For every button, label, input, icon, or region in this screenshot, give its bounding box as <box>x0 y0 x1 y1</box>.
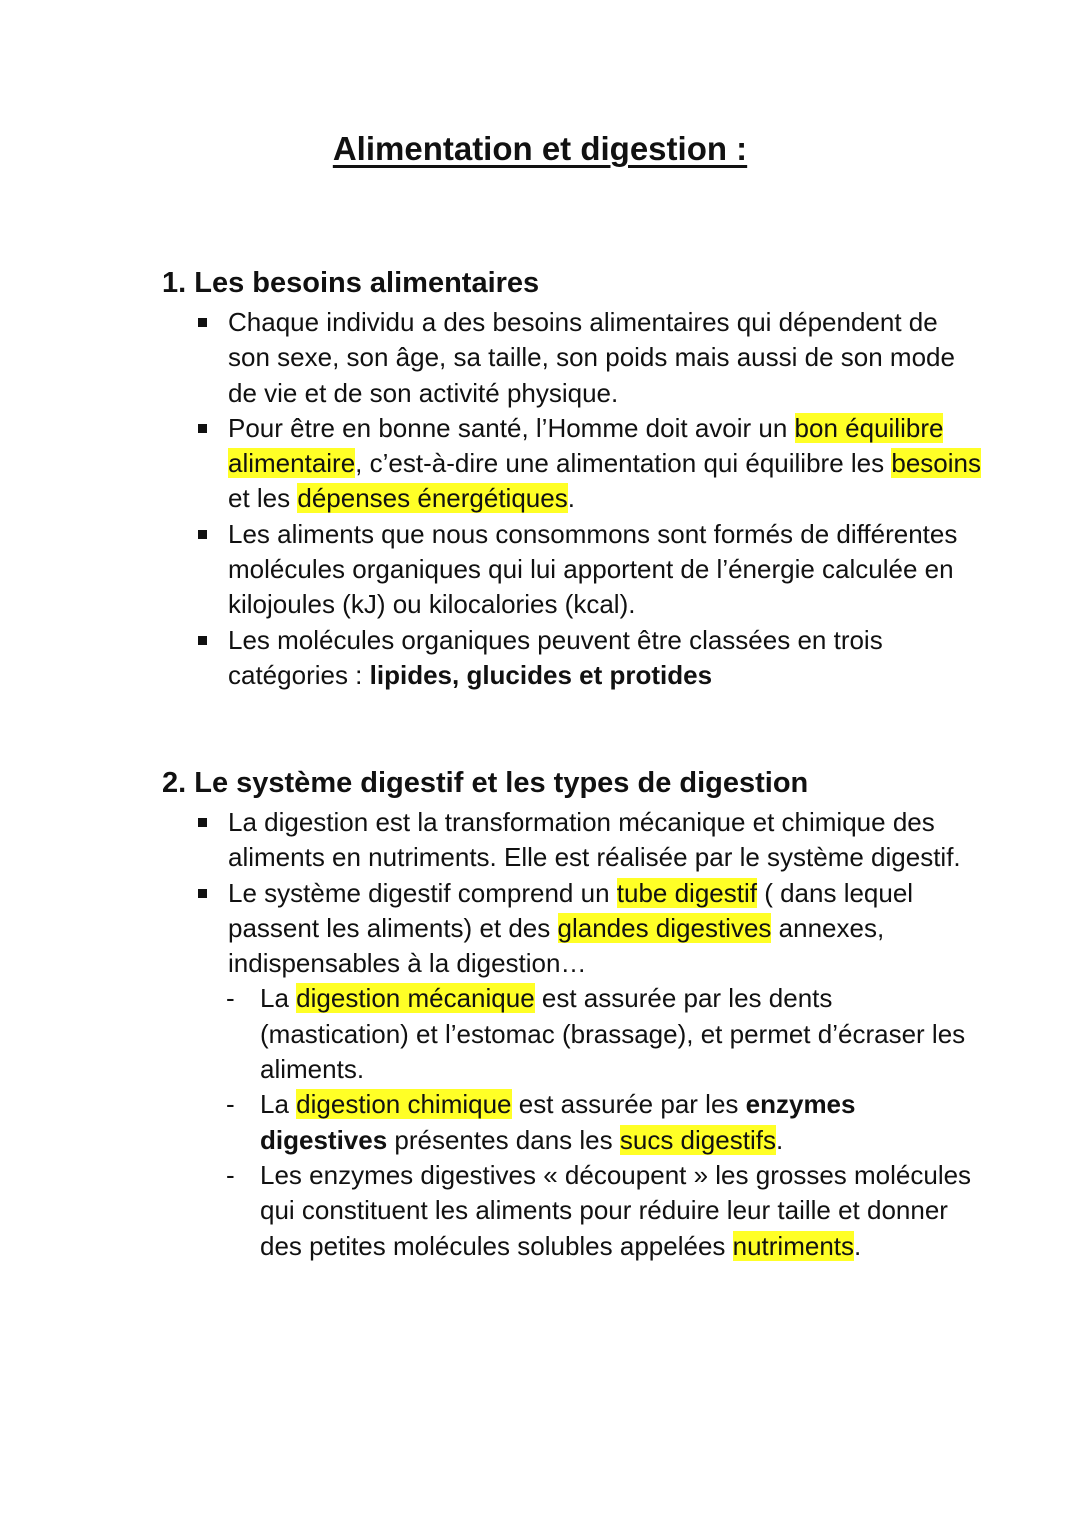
highlight: tube digestif <box>616 877 757 908</box>
list-item: - Les enzymes digestives « découpent » les grosses molécules qui constituent les aliments pour réduire leur taille et donner des petites molécules solubles appelées nutriments. <box>162 1158 982 1264</box>
highlight: nutriments <box>732 1230 855 1261</box>
list-item: Les aliments que nous consommons sont formés de différentes molécules organiques qui lui apportent de l’énergie calculée en kilojoules (kJ) ou kilocalories (kcal). <box>162 517 982 623</box>
section-besoins-alimentaires <box>162 265 982 693</box>
page-title: Alimentation et digestion : <box>332 130 748 167</box>
list-item: Les molécules organiques peuvent être classées en trois catégories : lipides, glucides et protides <box>162 623 982 694</box>
list-item: Le système digestif comprend un tube digestif ( dans lequel passent les aliments) et des glandes digestives annexes, indispensables à la digestion… <box>162 876 982 982</box>
bullet-list <box>162 805 982 981</box>
section-systeme-digestif <box>162 765 982 1264</box>
highlight: dépenses énergétiques <box>297 483 568 514</box>
highlight: besoins <box>891 448 981 479</box>
highlight: digestion mécanique <box>296 983 535 1014</box>
list-item: - La digestion chimique est assurée par les enzymes digestives présentes dans les sucs digestifs. <box>162 1087 982 1158</box>
bold-term: lipides, glucides et protides <box>369 659 713 690</box>
highlight: glandes digestives <box>557 912 772 943</box>
highlight: digestion chimique <box>296 1089 512 1120</box>
list-item: Chaque individu a des besoins alimentaires qui dépendent de son sexe, son âge, sa taille, son poids mais aussi de son mode de vie et de son activité physique. <box>162 305 982 411</box>
section-heading: 2. Le système digestif et les types de digestion <box>162 767 809 799</box>
highlight: bon équilibre alimentaire <box>228 412 944 479</box>
list-item: La digestion est la transformation mécanique et chimique des aliments en nutriments. Elle est réalisée par le système digestif. <box>162 805 982 876</box>
bullet-list <box>162 305 982 693</box>
list-item: - La digestion mécanique est assurée par les dents (mastication) et l’estomac (brassage), et permet d’écraser les aliments. <box>162 981 982 1087</box>
list-item: Pour être en bonne santé, l’Homme doit avoir un bon équilibre alimentaire, c’est-à-dire une alimentation qui équilibre les besoins et les dépenses énergétiques. <box>162 411 982 517</box>
dash-list <box>162 981 982 1263</box>
bold-term: enzymes digestives <box>260 1089 856 1155</box>
section-heading: 1. Les besoins alimentaires <box>162 267 540 299</box>
highlight: sucs digestifs <box>619 1124 776 1155</box>
